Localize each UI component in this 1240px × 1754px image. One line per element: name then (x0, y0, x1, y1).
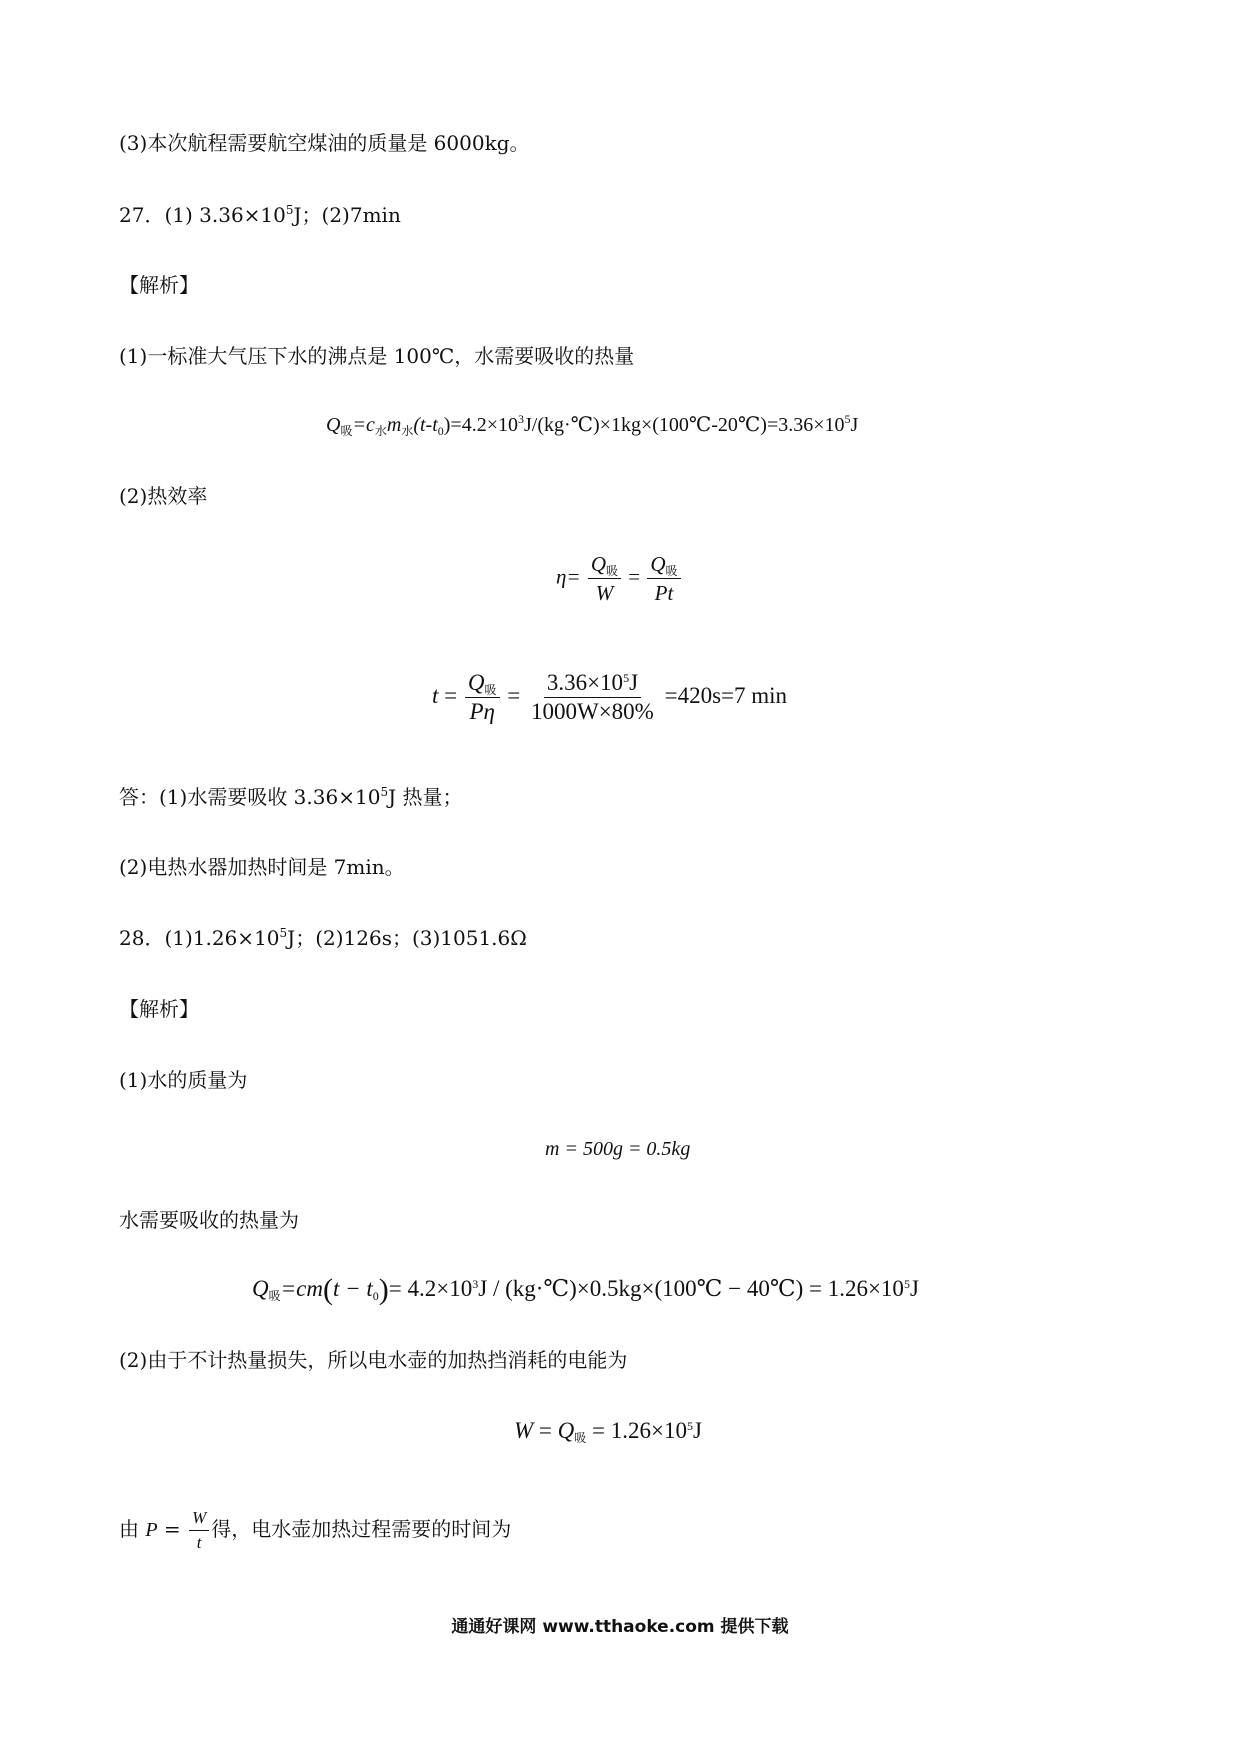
question-27-answer: 27．(1) $3.36\times 10^5J$；(2)7min (119, 203, 401, 227)
fraction-w-over-t: $\frac{W}{t}$ (189, 1508, 209, 1553)
fraction-q-over-w: $\frac{Q_吸}{W}$ (588, 552, 621, 605)
analysis-heading-2: 【解析】 (119, 997, 199, 1021)
analysis-28-step-2: (2)由于不计热量损失，所以电水壶的加热挡消耗的电能为 (119, 1348, 628, 1372)
analysis-step-2: (2)热效率 (119, 484, 208, 508)
equation-time: t = $\frac{Q_吸}{P\eta}$ = $\frac{3.36\times 10^5J}{1000W\times 80\%}$ =420s=7 min (432, 670, 788, 724)
answer-27-part-1: 答：(1)水需要吸收 $3.36\times 10^5J$ 热量； (119, 785, 463, 809)
equation-heat-absorbed: $Q_吸=c_水m_水(t-t_0)=4.2\times 10^3J/(kg\cdot℃)\times 1kg\times(100℃-20℃)=3.36\times 10^5J$ (326, 412, 859, 438)
fraction-q-over-pt: $\frac{Q_吸}{Pt}$ (647, 552, 680, 605)
fraction-numeric: $\frac{3.36\times 10^5J}{1000W\times 80\%}$ (531, 670, 654, 724)
analysis-step-1: (1)一标准大气压下水的沸点是 100℃，水需要吸收的热量 (119, 344, 635, 368)
question-28-answer: 28．$(1)1.26\times 10^5J$；(2)126s；(3)1051.6Ω (119, 926, 527, 950)
equation-heat-28: $Q_吸=cm(t - t_0)= 4.2\times 10^3J$ / (kg·℃)×0.5kg×(100℃ − 40℃) = $1.26\times 10^5J$ (252, 1273, 919, 1306)
answer-line-3: (3)本次航程需要航空煤油的质量是 6000kg。 (119, 131, 530, 155)
equation-energy: $W = Q_吸 = 1.26\times 10^5J$ (514, 1418, 702, 1445)
answer-27-part-2: (2)电热水器加热时间是 7min。 (119, 855, 405, 879)
equation-mass: m = 500g = 0.5kg (545, 1138, 691, 1160)
fraction-q-over-p-eta: $\frac{Q_吸}{P\eta}$ (465, 671, 500, 724)
equation-efficiency: η= $\frac{Q_吸}{W}$ = $\frac{Q_吸}{Pt}$ (556, 552, 683, 605)
analysis-28-step-1: (1)水的质量为 (119, 1068, 248, 1092)
analysis-28-time-line: 由 P = $\frac{W}{t}$ 得，电水壶加热过程需要的时间为 (119, 1508, 512, 1552)
analysis-28-heat-label: 水需要吸收的热量为 (119, 1208, 299, 1232)
page-footer: 通通好课网 www.tthaoke.com 提供下载 (451, 1617, 789, 1637)
analysis-heading: 【解析】 (119, 273, 199, 297)
